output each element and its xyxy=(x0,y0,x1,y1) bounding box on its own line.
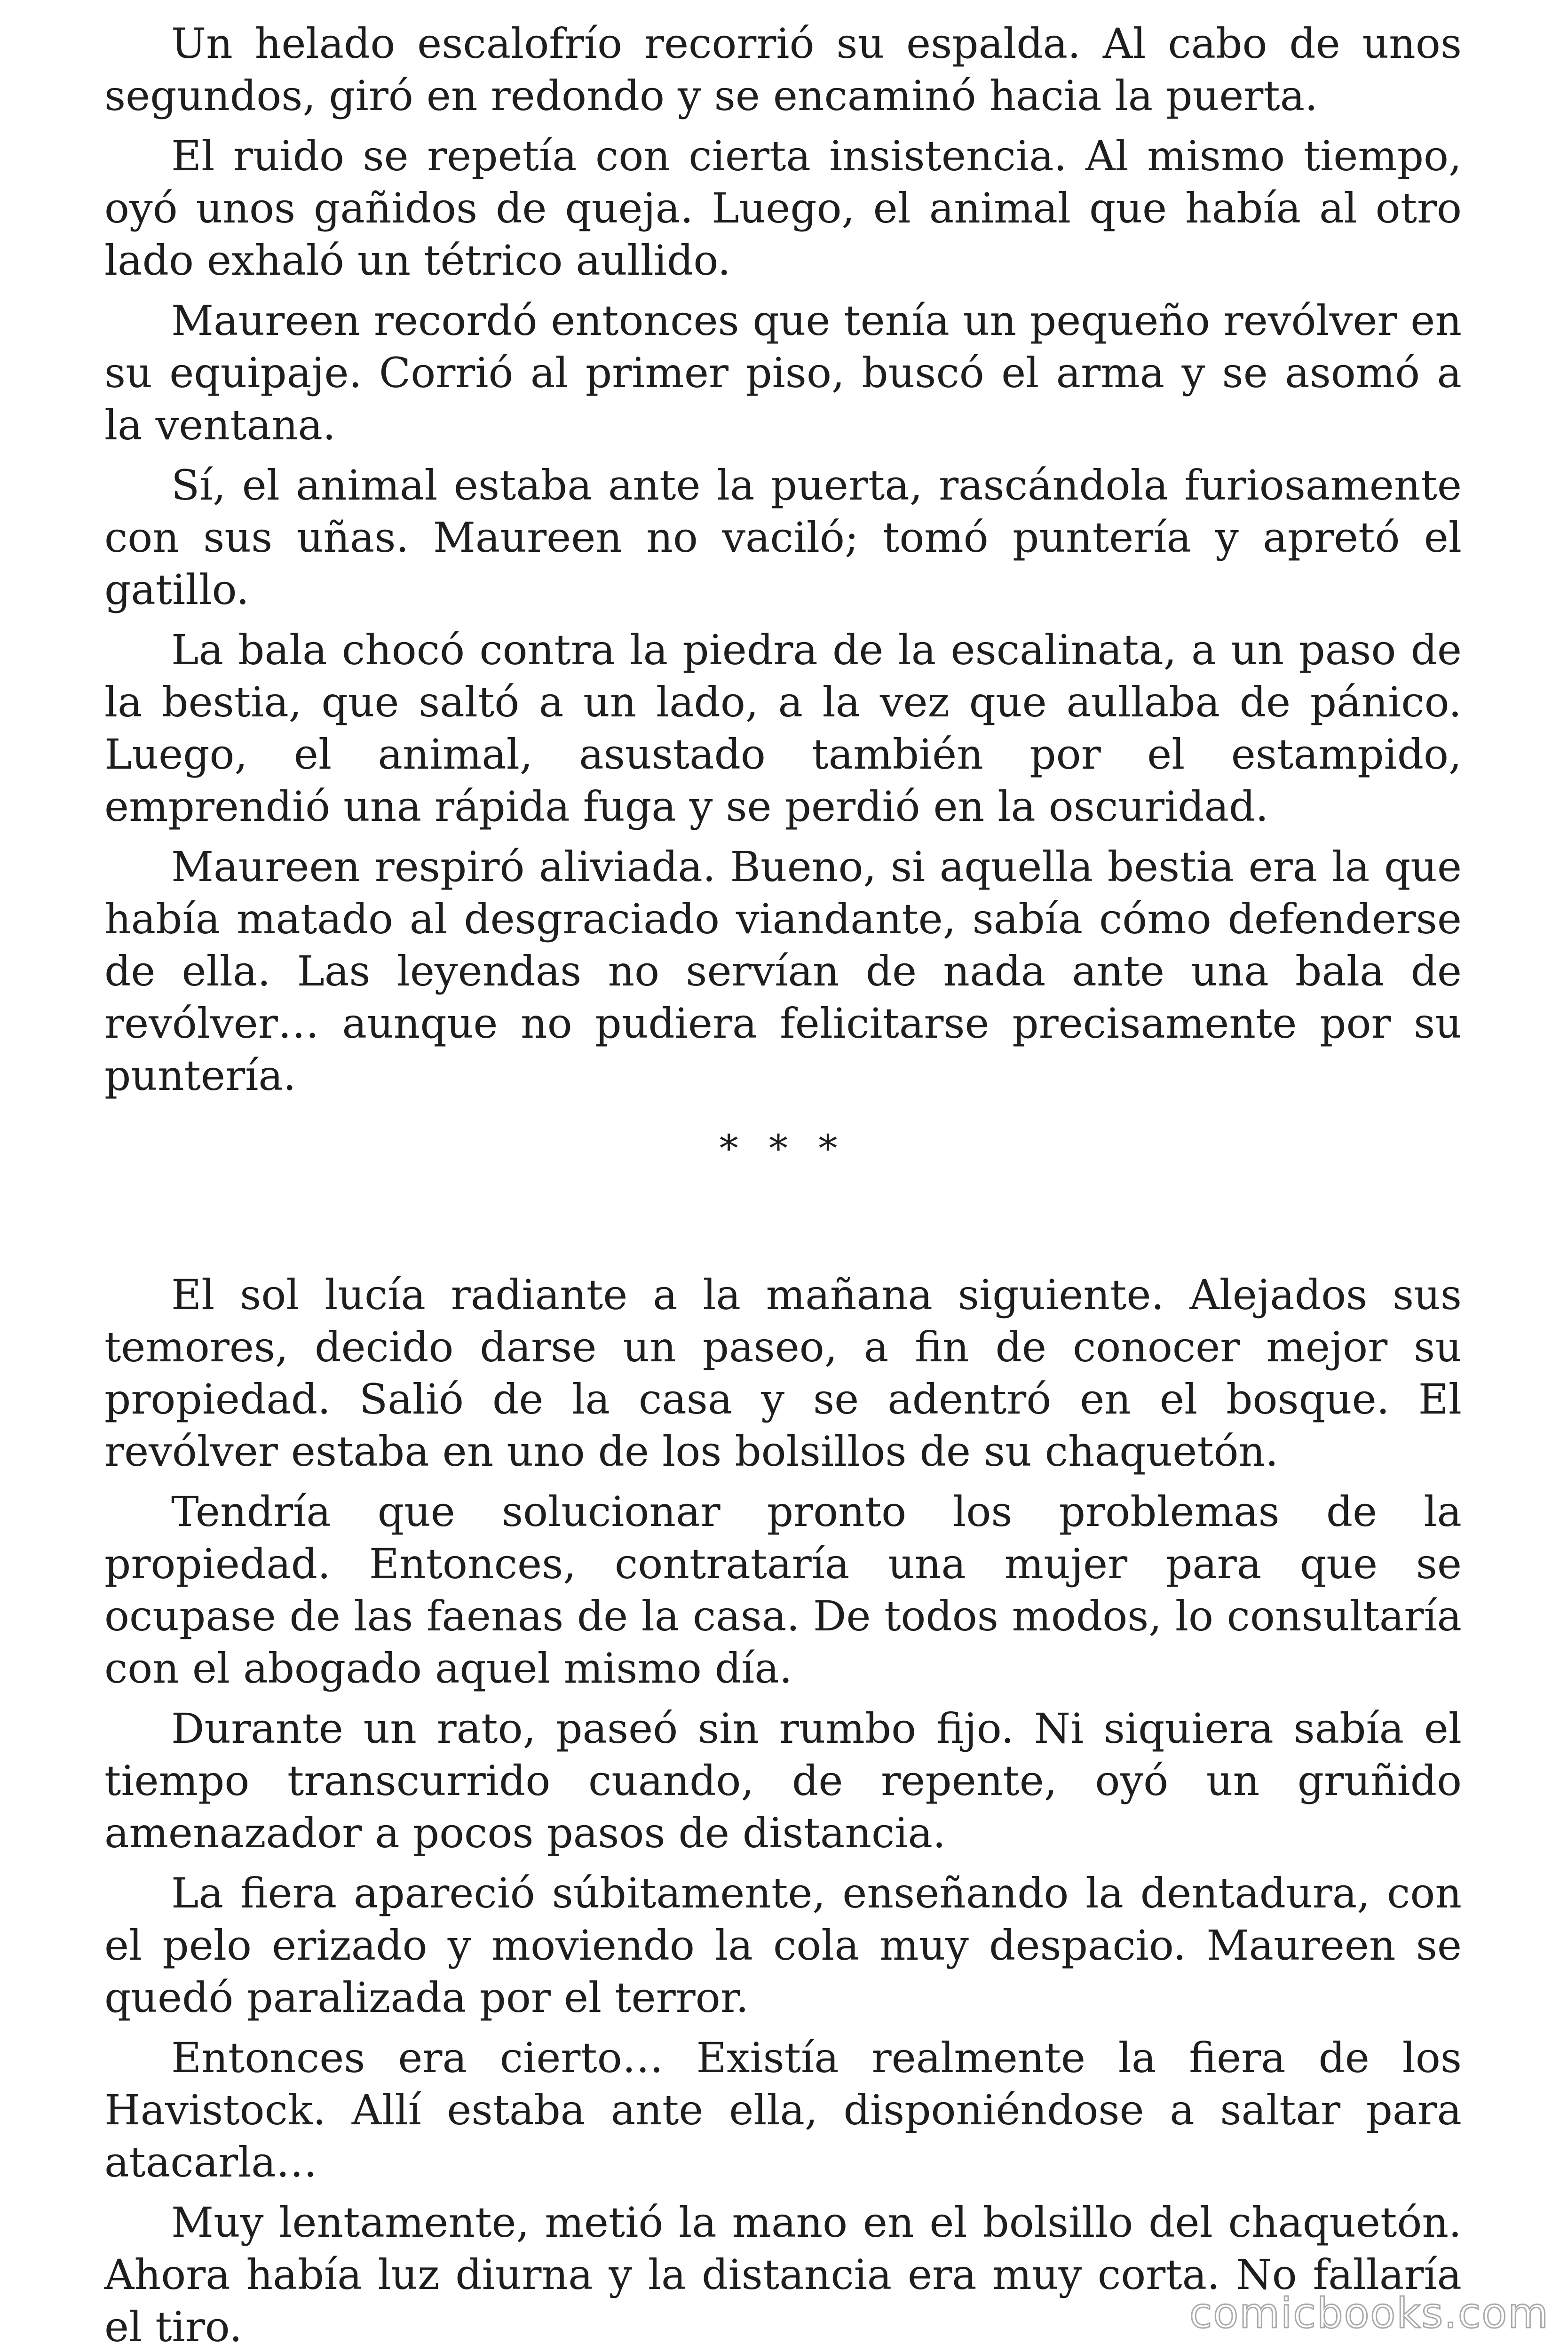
paragraph: Durante un rato, paseó sin rumbo fijo. Ni siquiera sabía el tiempo transcurrido cuando, de repente, oyó un gruñido amenazador a pocos pasos de distancia. xyxy=(104,1704,1462,1857)
watermark: comicbooks.com xyxy=(1189,2289,1549,2337)
section-separator: * * * xyxy=(719,1127,847,1170)
paragraph: Maureen respiró aliviada. Bueno, si aquella bestia era la que había matado al desgraciado viandante, sabía cómo defenderse de ella. Las leyendas no servían de nada ante una bala de revólver… aunque no pudiera felicitarse precisamente por su puntería. xyxy=(104,842,1462,1100)
paragraph: Tendría que solucionar pronto los problemas de la propiedad. Entonces, contrataría una mujer para que se ocupase de las faenas de la casa. De todos modos, lo consultaría con el abogado aquel mismo día. xyxy=(104,1487,1462,1692)
paragraph: El sol lucía radiante a la mañana siguiente. Alejados sus temores, decido darse un paseo, a fin de conocer mejor su propiedad. Salió de la casa y se adentró en el bosque. El revólver estaba en uno de los bolsillos de su chaquetón. xyxy=(104,1271,1462,1476)
paragraph: La bala chocó contra la piedra de la escalinata, a un paso de la bestia, que saltó a un lado, a la vez que aullaba de pánico. Luego, el animal, asustado también por el estampido, emprendió una rápida fuga y se perdió en la oscuridad. xyxy=(104,626,1462,831)
paragraph: Muy lentamente, metió la mano en el bolsillo del chaquetón. Ahora había luz diurna y la distancia era muy corta. No fallaría el tiro. xyxy=(104,2198,1462,2351)
document-page xyxy=(104,17,1462,2352)
paragraph: Entonces era cierto… Existía realmente la fiera de los Havistock. Allí estaba ante ella, disponiéndose a saltar para atacarla… xyxy=(104,2034,1462,2186)
paragraph: El ruido se repetía con cierta insistencia. Al mismo tiempo, oyó unos gañidos de queja. Luego, el animal que había al otro lado exhaló un tétrico aullido. xyxy=(104,132,1462,285)
paragraph: Sí, el animal estaba ante la puerta, rascándola furiosamente con sus uñas. Maureen no vaciló; tomó puntería y apretó el gatillo. xyxy=(104,461,1462,614)
paragraph: Un helado escalofrío recorrió su espalda. Al cabo de unos segundos, giró en redondo y se encaminó hacia la puerta. xyxy=(104,19,1462,120)
paragraph: La fiera apareció súbitamente, enseñando la dentadura, con el pelo erizado y moviendo la cola muy despacio. Maureen se quedó paralizada por el terror. xyxy=(104,1869,1462,2022)
paragraph: Maureen recordó entonces que tenía un pequeño revólver en su equipaje. Corrió al primer piso, buscó el arma y se asomó a la ventana. xyxy=(104,296,1462,449)
